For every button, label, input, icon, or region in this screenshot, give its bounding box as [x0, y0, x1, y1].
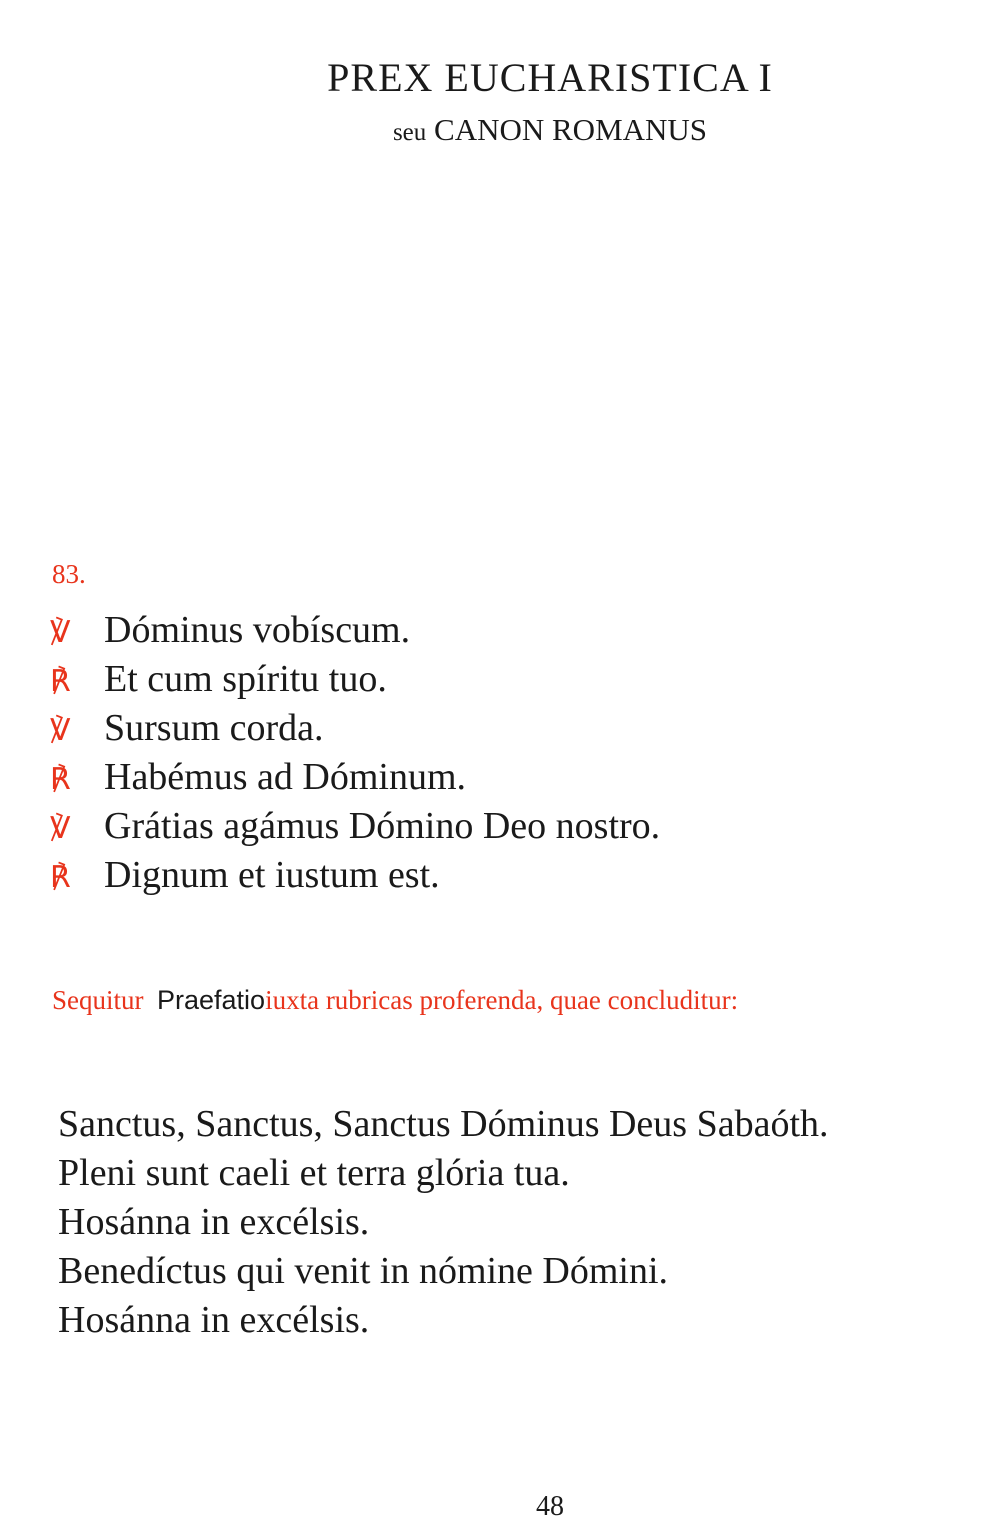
page-title: PREX EUCHARISTICA I	[327, 55, 773, 100]
page-number: 48	[536, 1491, 564, 1522]
dialogue-text: Grátias agámus Dómino Deo nostro.	[104, 805, 661, 847]
dialogue-text: Dignum et iustum est.	[104, 854, 440, 896]
section-number: 83.	[52, 559, 86, 589]
sanctus-text	[58, 1100, 829, 1345]
dialogue-text: Habémus ad Dóminum.	[104, 756, 467, 798]
dialogue-line	[50, 753, 660, 802]
sanctus-line: Pleni sunt caeli et terra glória tua.	[58, 1152, 570, 1194]
page-subtitle	[0, 112, 1000, 151]
rubric-part-3: iuxta rubricas proferenda, quae concluditur:	[265, 985, 739, 1015]
dialogue-list	[50, 606, 660, 900]
sanctus-line: Benedíctus qui venit in nómine Dómini.	[58, 1250, 669, 1292]
rubric-part-1: Sequitur	[52, 985, 144, 1015]
subtitle-prefix: seu	[392, 119, 427, 146]
dialogue-text: Sursum corda.	[104, 707, 324, 749]
versicle-icon: ℣	[50, 616, 71, 649]
rubric-instruction	[52, 980, 738, 1020]
dialogue-line	[50, 655, 660, 704]
dialogue-text: Dóminus vobíscum.	[104, 609, 411, 651]
dialogue-text: Et cum spíritu tuo.	[104, 658, 387, 700]
subtitle-main: CANON ROMANUS	[434, 112, 708, 147]
dialogue-line	[50, 606, 660, 655]
rubric-part-2: Praefatio	[157, 985, 266, 1015]
sanctus-line: Sanctus, Sanctus, Sanctus Dóminus Deus Sabaóth.	[58, 1103, 829, 1145]
response-icon: ℟	[50, 861, 71, 894]
dialogue-line	[50, 851, 660, 900]
response-icon: ℟	[50, 763, 71, 796]
dialogue-line	[50, 704, 660, 753]
response-icon: ℟	[50, 665, 71, 698]
versicle-icon: ℣	[50, 714, 71, 747]
sanctus-line: Hosánna in excélsis.	[58, 1299, 370, 1341]
dialogue-line	[50, 802, 660, 851]
versicle-icon: ℣	[50, 812, 71, 845]
sanctus-line: Hosánna in excélsis.	[58, 1201, 370, 1243]
